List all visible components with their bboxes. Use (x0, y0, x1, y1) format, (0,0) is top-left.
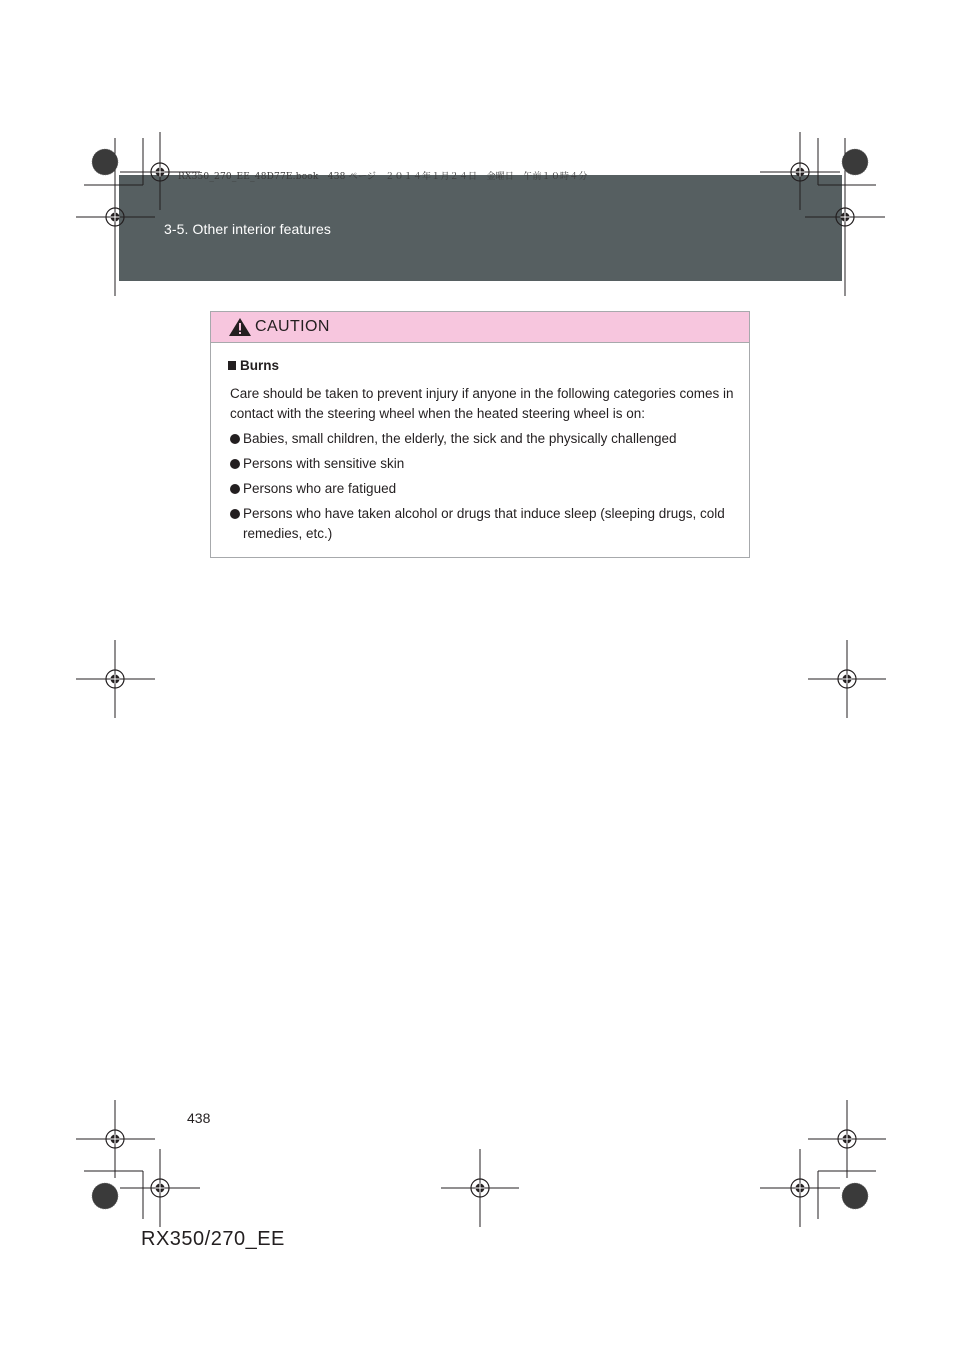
caution-label: CAUTION (255, 318, 330, 335)
sub-heading-text: Burns (240, 358, 280, 373)
bullet-dot-icon (230, 459, 240, 469)
sub-heading (228, 358, 279, 373)
bullet-dot-icon (230, 434, 240, 444)
list-item-text: Persons who are fatigued (243, 481, 397, 496)
caution-box (210, 311, 750, 558)
list-item-text: Persons with sensitive skin (243, 456, 405, 471)
bullet-dot-icon (230, 509, 240, 519)
list-item-text: Persons who have taken alcohol or drugs that induce sleep (sleeping drugs, cold remedies, etc.) (243, 506, 725, 541)
list-item (230, 479, 746, 499)
page-number: 438 (187, 1110, 211, 1126)
list-item (230, 454, 746, 474)
list-item (230, 429, 746, 449)
section-title: 3-5. Other interior features (164, 221, 331, 237)
caution-header (211, 312, 749, 343)
print-stamp: RX350_270_EE_48D77E.book 438 ページ ２０１４年１月２４日 金曜日 午前１０時４分 (178, 172, 588, 182)
warning-triangle-icon (228, 317, 252, 337)
list-item-text: Babies, small children, the elderly, the sick and the physically challenged (243, 431, 677, 446)
bullet-dot-icon (230, 484, 240, 494)
square-bullet-icon (228, 361, 236, 370)
list-item (230, 504, 746, 544)
model-code: RX350/270_EE (141, 1228, 285, 1250)
intro-paragraph: Care should be taken to prevent injury if anyone in the following categories comes in contact with the steering wheel when the heated steering wheel is on: (230, 386, 734, 421)
caution-body (211, 342, 749, 557)
